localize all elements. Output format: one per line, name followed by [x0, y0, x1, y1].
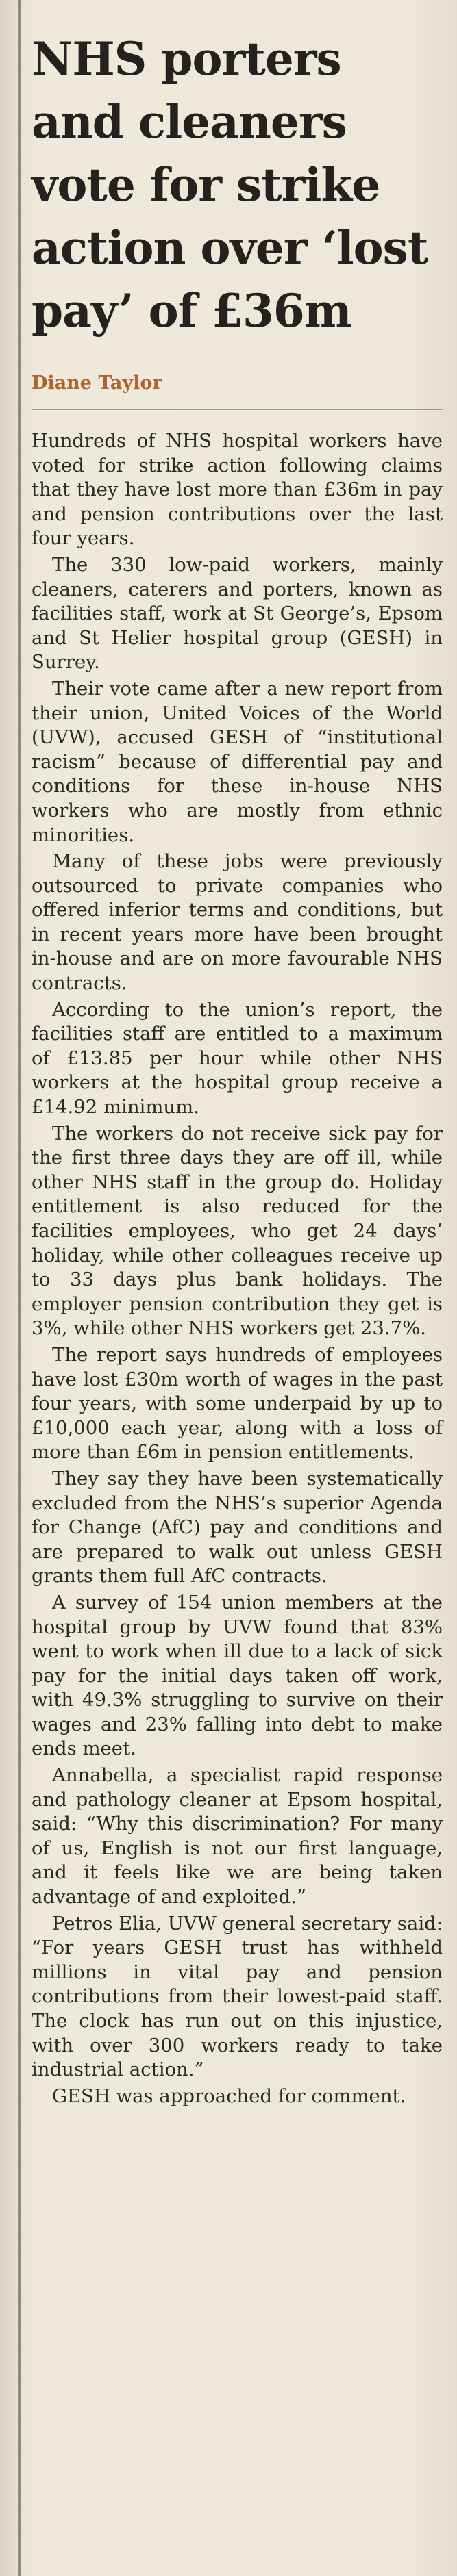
headline: NHS porters and cleaners vote for strike action over ‘lost pay’ of £36m	[32, 32, 428, 337]
paragraph: Petros Elia, UVW general secretary said: “For years GESH trust has withheld millions in vital pay and pension contributions from their lowest-paid staff. The clock has run out on this injustice, with over 300 workers ready to take industrial action.”	[32, 1912, 443, 2081]
paragraph: The workers do not receive sick pay for the first three days they are off ill, while other NHS staff in the group do. Holiday entitlement is also reduced for the facilities employees, who get 24 days’ holiday, while other colleagues receive up to 33 days plus bank holidays. The employer pension contribution they get is 3%, while other NHS workers get 23.7%.	[32, 1122, 443, 1340]
byline: Diane Taylor	[32, 372, 162, 394]
paragraph: Hundreds of NHS hospital workers have voted for strike action following claims that they have lost more than £36m in pay and pension contributions over the last four years.	[32, 430, 443, 550]
column-divider	[18, 0, 21, 2576]
article-body	[32, 429, 443, 2108]
paragraph: GESH was approached for comment.	[52, 2084, 406, 2107]
paragraph: The 330 low-paid workers, mainly cleaners, caterers and porters, known as facilities staff, work at St George’s, Epsom and St Helier hospital group (GESH) in Surrey.	[32, 553, 443, 674]
byline-divider	[32, 409, 443, 410]
paragraph: They say they have been systematically excluded from the NHS’s superior Agenda for Change (AfC) pay and conditions and are prepared to walk out unless GESH grants them full AfC contracts.	[32, 1467, 443, 1587]
paragraph: Many of these jobs were previously outsourced to private companies who offered inferior terms and conditions, but in recent years more have been brought in-house and are on more favourable NHS contracts.	[32, 850, 443, 995]
paragraph: The report says hundreds of employees have lost £30m worth of wages in the past four years, with some underpaid by up to £10,000 each year, along with a loss of more than £6m in pension entitlements.	[32, 1343, 443, 1464]
article	[32, 27, 443, 2110]
paragraph: Annabella, a specialist rapid response and pathology cleaner at Epsom hospital, said: “Why this discrimination? For many of us, English is not our first language, and it feels like we are being taken advantage of and exploited.”	[32, 1764, 443, 1909]
paragraph: According to the union’s report, the facilities staff are entitled to a maximum of £13.85 per hour while other NHS workers at the hospital group receive a £14.92 minimum.	[32, 998, 443, 1119]
paragraph: A survey of 154 union members at the hospital group by UVW found that 83% went to work when ill due to a lack of sick pay for the initial days taken off work, with 49.3% struggling to survive on their wages and 23% falling into debt to make ends meet.	[32, 1591, 443, 1760]
paragraph: Their vote came after a new report from their union, United Voices of the World (UVW), accused GESH of “institutional racism” because of differential pay and conditions for these in-house NHS workers who are mostly from ethnic minorities.	[32, 677, 443, 846]
